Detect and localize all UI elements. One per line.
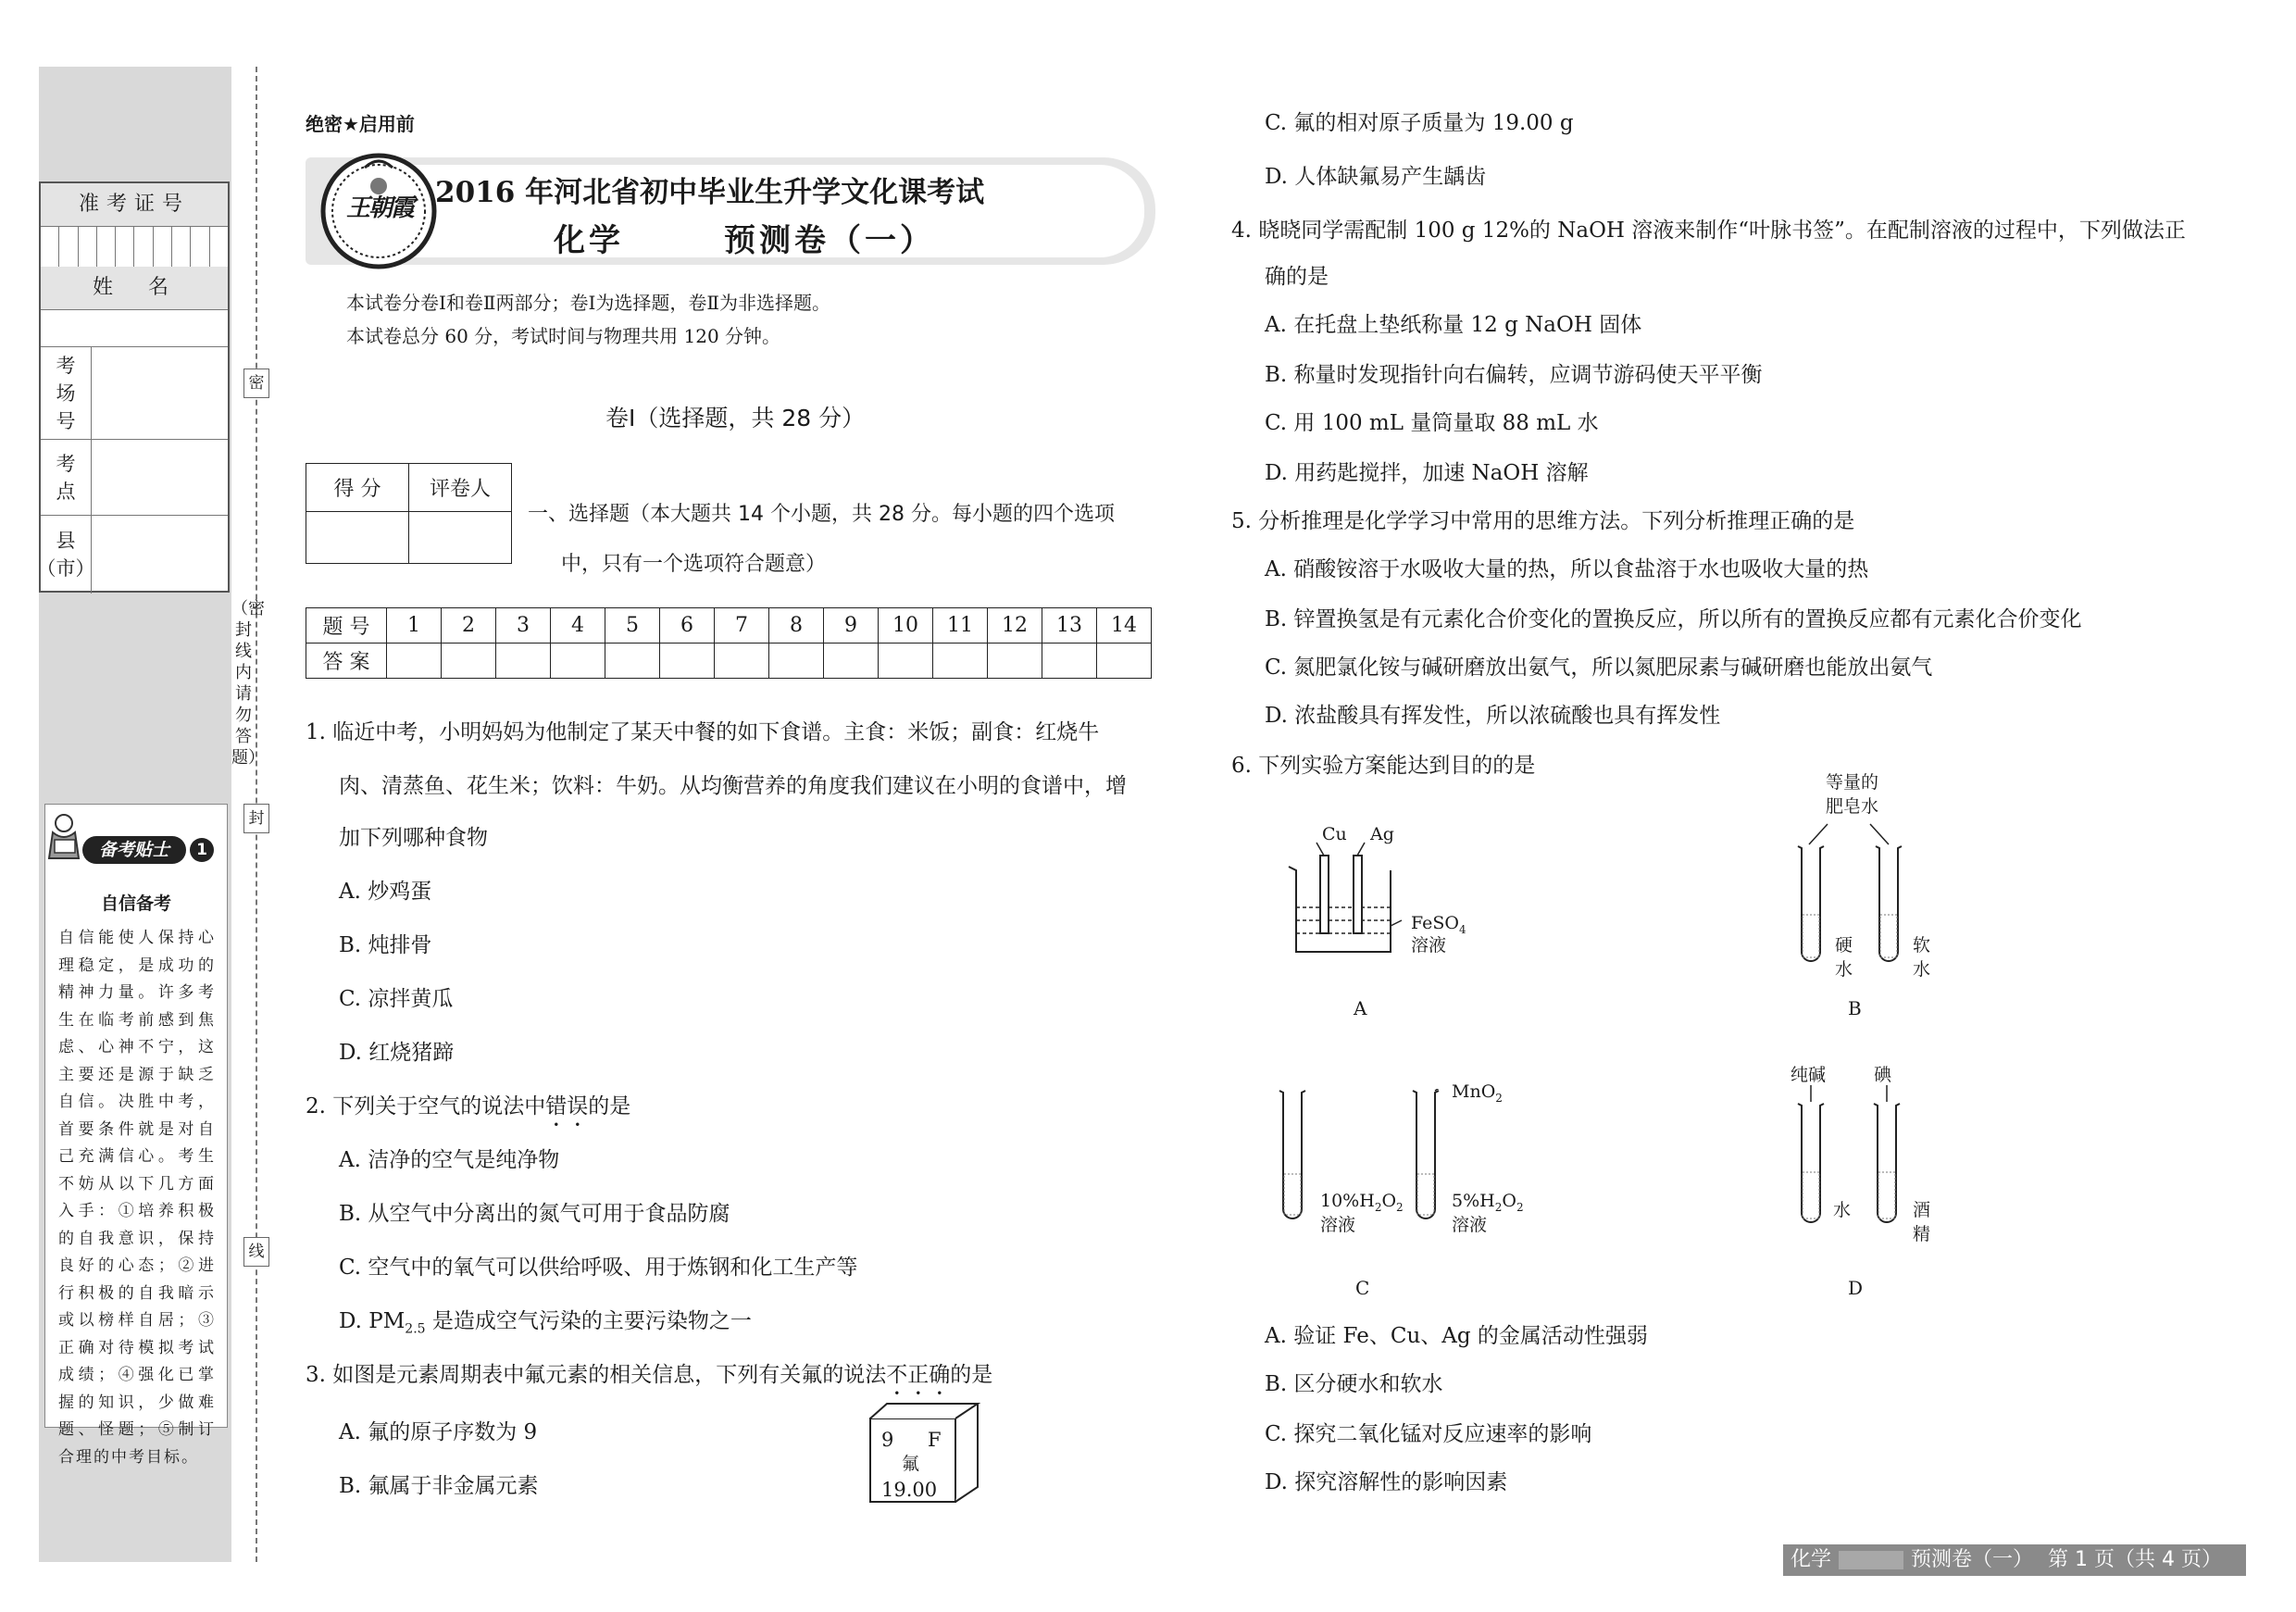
score-field[interactable] — [306, 512, 409, 564]
question-number-4: 4 — [551, 608, 605, 644]
figure-c-mno2-label: MnO$_2$ — [1452, 1081, 1503, 1105]
figure-c-left-label-1: $10\%H_2O_2$ — [1320, 1191, 1404, 1214]
county-label: 县 （市） — [41, 516, 92, 594]
logo-text: 王朝霞 — [345, 194, 413, 222]
q2-emphasis: 错误 — [545, 1094, 589, 1118]
question-number-6: 6 — [660, 608, 715, 644]
seal-note: （密封线内请勿答题） — [231, 599, 265, 768]
answer-cell-3[interactable] — [496, 644, 551, 679]
name-label: 姓 名 — [41, 267, 228, 310]
answer-cell-9[interactable] — [824, 644, 879, 679]
question-number-3: 3 — [496, 608, 551, 644]
q6-option-d: D. 探究溶解性的影响因素 — [1265, 1470, 1508, 1494]
q1-line-2: 肉、清蒸鱼、花生米；饮料：牛奶。从均衡营养的角度我们建议在小明的食谱中，增 — [339, 774, 1127, 798]
figure-a-beaker — [1283, 833, 1404, 963]
answer-cell-12[interactable] — [988, 644, 1042, 679]
figure-b-soft-label-1: 软 — [1913, 935, 1931, 956]
answer-cell-13[interactable] — [1042, 644, 1097, 679]
county-row[interactable] — [36, 515, 228, 594]
figure-b-hard-label-2: 水 — [1835, 959, 1853, 980]
answer-cell-8[interactable] — [769, 644, 824, 679]
candidate-info-box — [36, 181, 230, 593]
figure-d-water-label: 水 — [1833, 1200, 1852, 1220]
q1-option-d: D. 红烧猪蹄 — [339, 1041, 455, 1065]
page-footer — [1783, 1544, 2246, 1576]
answer-grid — [306, 607, 1152, 679]
tip-title: 自信备考 — [100, 893, 171, 914]
section-instructions-1: 一、选择题（本大题共 14 个小题，共 28 分。每小题的四个选项 — [528, 503, 1115, 526]
q6-stem: 6. 下列实验方案能达到目的的是 — [1231, 754, 1536, 778]
q6-option-b: B. 区分硬水和软水 — [1265, 1372, 1443, 1396]
q1-line-1: 1. 临近中考，小明妈妈为他制定了某天中餐的如下食谱。主食：米饭；副食：红烧牛 — [306, 720, 1100, 744]
q5-option-c: C. 氮肥氯化铵与碱研磨放出氨气，所以氮肥尿素与碱研磨也能放出氨气 — [1265, 656, 1933, 680]
tip-heading: 备考贴士 — [82, 836, 186, 864]
question-number-5: 5 — [605, 608, 660, 644]
footer-subject: 化学 — [1791, 1548, 1832, 1571]
q2-stem: 2. 下列关于空气的说法中错误的是 — [306, 1094, 631, 1118]
question-number-7: 7 — [715, 608, 769, 644]
exam-room-label: 考 场 号 — [41, 347, 92, 440]
tip-body: 自信能使人保持心理稳定，是成功的精神力量。许多考生在临考前感到焦虑、心神不宁，这主要还是源于缺乏自信。决胜中考，首要条件就是对自己充满信心。考生不妨从以下几方面入手：①培养积极的自我意识，保持良好的心态；②进行积极的自我暗示或以榜样自居；③正确对待模拟考试成绩；④强化已掌握的知识，少做难题、怪题；⑤制订合理的中考目标。 — [58, 929, 216, 1467]
answer-cell-7[interactable] — [715, 644, 769, 679]
exam-note-2: 本试卷总分 60 分，考试时间与物理共用 120 分钟。 — [346, 325, 781, 347]
q1-option-a: A. 炒鸡蛋 — [339, 880, 432, 904]
answer-cell-2[interactable] — [442, 644, 496, 679]
q5-stem: 5. 分析推理是化学学习中常用的思维方法。下列分析推理正确的是 — [1231, 509, 1855, 533]
grader-field[interactable] — [409, 512, 512, 564]
question-number-13: 13 — [1042, 608, 1097, 644]
q3-option-a: A. 氟的原子序数为 9 — [339, 1420, 538, 1444]
exam-number-grid[interactable] — [41, 226, 228, 268]
q3-option-d: D. 人体缺氟易产生龋齿 — [1265, 165, 1487, 189]
cartoon-reader-icon — [47, 812, 81, 864]
q1-option-b: B. 炖排骨 — [339, 933, 432, 957]
score-table — [306, 463, 512, 564]
q6-option-c: C. 探究二氧化锰对反应速率的影响 — [1265, 1422, 1592, 1446]
cell-atomic-mass: 19.00 — [881, 1479, 938, 1501]
figure-d-top-label-2: 碘 — [1874, 1065, 1892, 1085]
q1-option-c: C. 凉拌黄瓜 — [339, 987, 454, 1011]
q4-option-b: B. 称量时发现指针向右偏转，应调节游码使天平平衡 — [1265, 363, 1763, 387]
q3-option-b: B. 氟属于非金属元素 — [339, 1474, 539, 1498]
figure-b-soft-label-2: 水 — [1913, 959, 1931, 980]
figure-c-right-label-2: 溶液 — [1452, 1215, 1488, 1235]
seal-tag-feng: 封 — [243, 804, 269, 833]
figure-c-left-label-2: 溶液 — [1320, 1215, 1356, 1235]
exam-site-label: 考 点 — [41, 440, 92, 516]
q4-option-a: A. 在托盘上垫纸称量 12 g NaOH 固体 — [1265, 313, 1642, 337]
q3-stem: 3. 如图是元素周期表中氟元素的相关信息，下列有关氟的说法不正确的是 — [306, 1363, 993, 1387]
q6-option-a: A. 验证 Fe、Cu、Ag 的金属活动性强弱 — [1265, 1324, 1648, 1348]
question-number-11: 11 — [933, 608, 988, 644]
figure-a-cu-label: Cu — [1322, 824, 1347, 844]
secret-label: 绝密★启用前 — [306, 113, 415, 135]
figure-d-alcohol-label-2: 精 — [1913, 1224, 1931, 1244]
footer-paper: 预测卷（一） — [1911, 1548, 2034, 1571]
answer-cell-5[interactable] — [605, 644, 660, 679]
question-number-label: 题 号 — [306, 608, 387, 644]
q3-emphasis: 不正确 — [886, 1363, 951, 1387]
exam-tip-box — [44, 804, 228, 1467]
answer-label: 答 案 — [306, 644, 387, 679]
section-title: 卷Ⅰ（选择题，共 28 分） — [605, 405, 866, 431]
exam-site-row[interactable] — [41, 439, 228, 516]
question-number-9: 9 — [824, 608, 879, 644]
paper-title: 预测卷（一） — [724, 222, 935, 259]
cell-atomic-number: 9 — [881, 1429, 894, 1451]
question-number-1: 1 — [387, 608, 442, 644]
q3-option-c: C. 氟的相对原子质量为 19.00 g — [1265, 111, 1574, 135]
question-number-10: 10 — [879, 608, 933, 644]
answer-cell-14[interactable] — [1097, 644, 1152, 679]
tip-number-badge: 1 — [190, 838, 214, 862]
figure-b-label: B — [1848, 997, 1862, 1019]
footer-blank-box — [1839, 1551, 1903, 1569]
figure-a-solution-label: FeSO$_4$ — [1411, 913, 1466, 936]
figure-d-label: D — [1848, 1277, 1864, 1299]
answer-cell-6[interactable] — [660, 644, 715, 679]
question-number-8: 8 — [769, 608, 824, 644]
figure-a-label: A — [1354, 997, 1367, 1019]
subject-title: 化学 — [554, 222, 624, 259]
q4-line-2: 确的是 — [1265, 265, 1329, 289]
q1-line-3: 加下列哪种食物 — [339, 826, 488, 850]
footer-page-number: 第 1 页（共 4 页） — [2048, 1548, 2222, 1571]
cell-symbol: F — [928, 1429, 942, 1451]
score-label: 得 分 — [306, 464, 409, 512]
q5-option-d: D. 浓盐酸具有挥发性，所以浓硫酸也具有挥发性 — [1265, 704, 1721, 728]
figure-a-ag-label: Ag — [1370, 824, 1394, 844]
exam-room-row[interactable] — [41, 346, 228, 440]
figure-b-hard-label-1: 硬 — [1835, 935, 1853, 956]
seal-tag-xian: 线 — [243, 1237, 269, 1267]
q4-option-d: D. 用药匙搅拌，加速 NaOH 溶解 — [1265, 461, 1589, 485]
answer-cell-11[interactable] — [933, 644, 988, 679]
q5-option-a: A. 硝酸铵溶于水吸收大量的热，所以食盐溶于水也吸收大量的热 — [1265, 557, 1869, 581]
answer-cell-4[interactable] — [551, 644, 605, 679]
q5-option-b: B. 锌置换氢是有元素化合价变化的置换反应，所以所有的置换反应都有元素化合价变化 — [1265, 607, 2082, 631]
figure-c-label: C — [1355, 1277, 1370, 1299]
figure-b-top-label-1: 等量的 — [1826, 772, 1879, 793]
q2-option-b: B. 从空气中分离出的氮气可用于食品防腐 — [339, 1202, 730, 1226]
exam-title: 2016 年河北省初中毕业生升学文化课考试 — [435, 176, 985, 209]
q2-option-d: D. $PM_{2.5}$ 是造成空气污染的主要污染物之一 — [339, 1309, 752, 1337]
answer-cell-10[interactable] — [879, 644, 933, 679]
figure-d-test-tubes — [1796, 1083, 1907, 1231]
name-field[interactable] — [41, 309, 228, 347]
figure-d-alcohol-label-1: 酒 — [1913, 1200, 1931, 1220]
exam-number-label: 准考证号 — [41, 183, 228, 227]
figure-b-top-label-2: 肥皂水 — [1826, 796, 1879, 817]
grader-label: 评卷人 — [409, 464, 512, 512]
question-number-14: 14 — [1097, 608, 1152, 644]
q2-option-a: A. 洁净的空气是纯净物 — [339, 1148, 560, 1172]
q4-option-c: C. 用 100 mL 量筒量取 88 mL 水 — [1265, 411, 1599, 435]
cell-name: 氟 — [902, 1454, 920, 1474]
figure-d-top-label-1: 纯碱 — [1791, 1065, 1827, 1085]
section-instructions-2: 中，只有一个选项符合题意） — [561, 553, 827, 576]
figure-a-solution-label-2: 溶液 — [1411, 935, 1447, 956]
question-number-2: 2 — [442, 608, 496, 644]
seal-tag-mi: 密 — [243, 369, 269, 398]
answer-cell-1[interactable] — [387, 644, 442, 679]
question-number-12: 12 — [988, 608, 1042, 644]
figure-c-right-label-1: $5\%H_2O_2$ — [1452, 1191, 1524, 1214]
exam-note-1: 本试卷分卷Ⅰ和卷Ⅱ两部分；卷Ⅰ为选择题，卷Ⅱ为非选择题。 — [346, 292, 830, 314]
q2-option-c: C. 空气中的氧气可以供给呼吸、用于炼钢和化工生产等 — [339, 1256, 858, 1280]
q4-line-1: 4. 晓晓同学需配制 100 g 12%的 NaOH 溶液来制作“叶脉书签”。在配制溶液的过程中，下列做法正 — [1231, 219, 2186, 243]
